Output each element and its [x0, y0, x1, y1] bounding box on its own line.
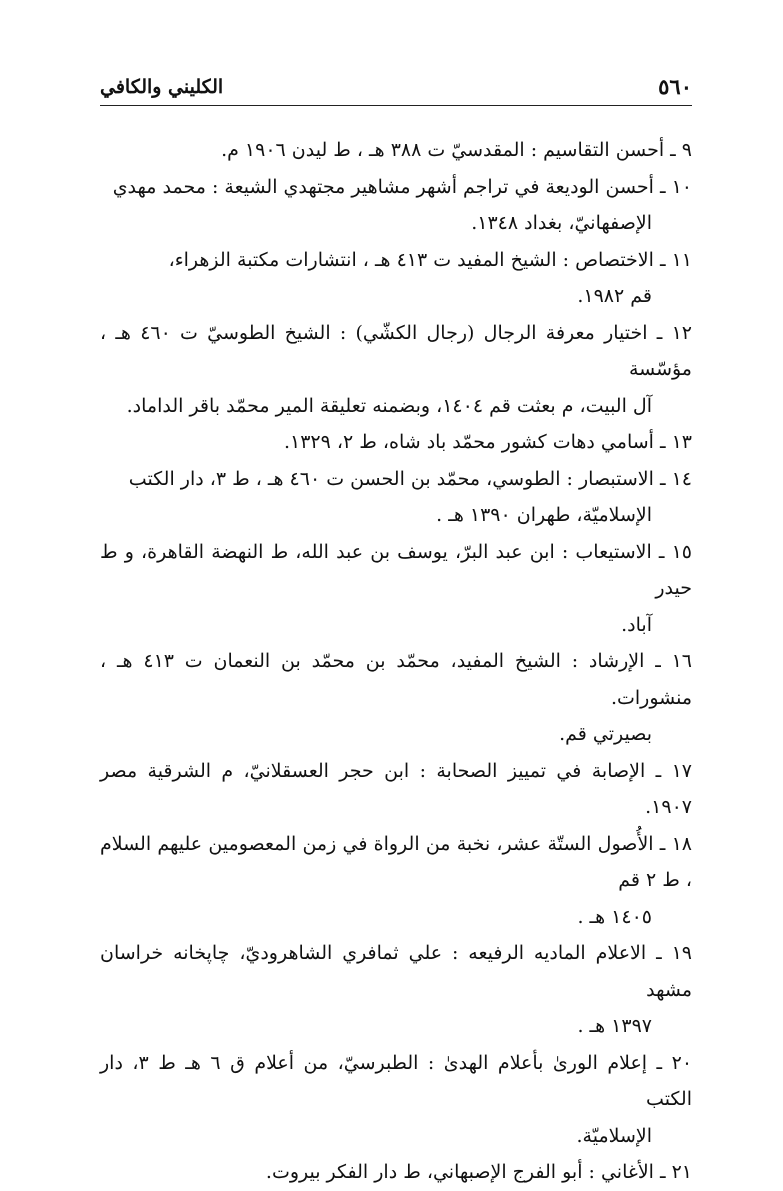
entry-line: ١١ ـ الاختصاص : الشيخ المفيد ت ٤١٣ هـ ، انتشارات مكتبة الزهراء، [168, 248, 692, 271]
entry-line: ١٩ ـ الاعلام الماديه الرفيعه : علي ثمافري الشاهروديّ، چاپخانه خراسان مشهد [100, 942, 692, 1001]
bibliography-entry-13 [100, 424, 692, 461]
entry-line: ٢١ ـ الأغاني : أبو الفرج الإصبهاني، ط دار الفكر بيروت. [265, 1161, 692, 1183]
bibliography-list [100, 132, 692, 1191]
bibliography-entry-14 [100, 461, 692, 534]
page-number: ٥٦٠ [658, 74, 692, 99]
entry-line: ٩ ـ أحسن التقاسيم : المقدسيّ ت ٣٨٨ هـ ، ط ليدن ١٩٠٦ م. [221, 139, 692, 161]
bibliography-entry-19 [100, 935, 692, 1045]
bibliography-entry-17 [100, 753, 692, 826]
entry-continuation: الإسلاميّة. [576, 1124, 652, 1147]
entry-line: ١٤ ـ الاستبصار : الطوسي، محمّد بن الحسن ت ٤٦٠ هـ ، ط ٣، دار الكتب [128, 467, 692, 490]
page-header [100, 72, 692, 106]
entry-continuation: الإسلاميّة، طهران ١٣٩٠ هـ . [436, 504, 652, 526]
entry-continuation: بصيرتي قم. [559, 723, 652, 745]
entry-continuation: ١٣٩٧ هـ . [577, 1015, 652, 1037]
entry-continuation: الإصفهانيّ، بغداد ١٣٤٨. [471, 212, 652, 234]
bibliography-entry-20 [100, 1045, 692, 1155]
entry-line: ٢٠ ـ إعلام الورىٰ بأعلام الهدىٰ : الطبرسيّ، من أعلام ق ٦ هـ ط ٣، دار الكتب [100, 1051, 693, 1110]
bibliography-entry-18 [100, 826, 692, 936]
entry-line: ١٧ ـ الإصابة في تمييز الصحابة : ابن حجر العسقلانيّ، م الشرقية مصر ١٩٠٧. [100, 759, 692, 818]
entry-line: ١٣ ـ أسامي دهات كشور محمّد باد شاه، ط ٢، ١٣٢٩. [283, 431, 692, 453]
entry-line: ١٥ ـ الاستيعاب : ابن عبد البرّ، يوسف بن عبد الله، ط النهضة القاهرة، و ط حيدر [100, 540, 692, 599]
entry-continuation: قم ١٩٨٢. [577, 285, 652, 307]
entry-line: ١٠ ـ أحسن الوديعة في تراجم أشهر مشاهير مجتهدي الشيعة : محمد مهدي [112, 175, 692, 198]
entry-continuation: آل البيت، م بعثت قم ١٤٠٤، وبضمنه تعليقة المير محمّد باقر الداماد. [126, 394, 652, 417]
entry-line: ١٢ ـ اختيار معرفة الرجال (رجال الكشّي) : الشيخ الطوسيّ ت ٤٦٠ هـ ، مؤسّسة [100, 321, 692, 380]
bibliography-entry-21 [100, 1154, 692, 1191]
entry-line: ١٦ ـ الإرشاد : الشيخ المفيد، محمّد بن محمّد بن النعمان ت ٤١٣ هـ ، منشورات. [100, 650, 692, 709]
bibliography-entry-12 [100, 315, 692, 425]
entry-continuation: آباد. [621, 613, 652, 636]
header-rule [100, 105, 692, 106]
bibliography-entry-10 [100, 169, 692, 242]
bibliography-entry-16 [100, 643, 692, 753]
bibliography-entry-11 [100, 242, 692, 315]
entry-continuation: ١٤٠٥ هـ . [577, 905, 652, 928]
bibliography-entry-9 [100, 132, 692, 169]
entry-line: ١٨ ـ الأُصول الستّة عشر، نخبة من الرواة في زمن المعصومين عليهم السلام ، ط ٢ قم [100, 832, 692, 891]
running-title: الكليني والكافي [100, 76, 224, 98]
bibliography-entry-15 [100, 534, 692, 644]
